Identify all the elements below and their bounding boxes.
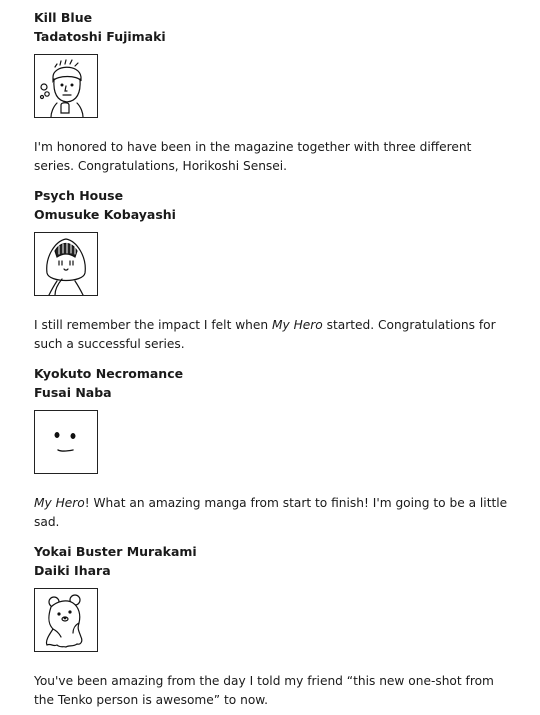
simple-face-icon bbox=[34, 410, 98, 474]
comment-text-pre: I still remember the impact I felt when bbox=[34, 318, 273, 332]
comment-text-post: started. Congratulations for such a successful series. bbox=[34, 318, 496, 351]
series-title-italic: My Hero bbox=[272, 318, 323, 332]
comment-text bbox=[34, 316, 514, 354]
author-name: Fusai Naba bbox=[34, 385, 112, 400]
fujimaki-self-portrait-icon bbox=[34, 54, 98, 118]
series-title: Kyokuto Necromance bbox=[34, 366, 184, 381]
entry-psych-house bbox=[34, 186, 540, 354]
comment-text bbox=[34, 494, 514, 532]
author-name: Omusuke Kobayashi bbox=[34, 207, 176, 222]
onigiri-self-portrait-icon bbox=[34, 232, 98, 296]
comment-text: I'm honored to have been in the magazine together with three different series. Congratulations, Horikoshi Sensei. bbox=[34, 140, 472, 173]
entry-yokai-buster-murakami bbox=[34, 542, 540, 710]
series-title: Yokai Buster Murakami bbox=[34, 544, 197, 559]
series-title-italic: My Hero bbox=[34, 496, 85, 510]
comment-text-post: ! What an amazing manga from start to finish! I'm going to be a little sad. bbox=[34, 496, 508, 529]
author-name: Tadatoshi Fujimaki bbox=[34, 29, 166, 44]
ghost-bear-icon bbox=[34, 588, 98, 652]
entry-kill-blue bbox=[34, 8, 540, 176]
entry-kyokuto-necromance bbox=[34, 364, 540, 532]
comment-text: You've been amazing from the day I told my friend “this new one-shot from the Tenko person is awesome” to now. bbox=[34, 674, 494, 707]
series-title: Psych House bbox=[34, 188, 124, 203]
series-title: Kill Blue bbox=[34, 10, 93, 25]
author-name: Daiki Ihara bbox=[34, 563, 111, 578]
